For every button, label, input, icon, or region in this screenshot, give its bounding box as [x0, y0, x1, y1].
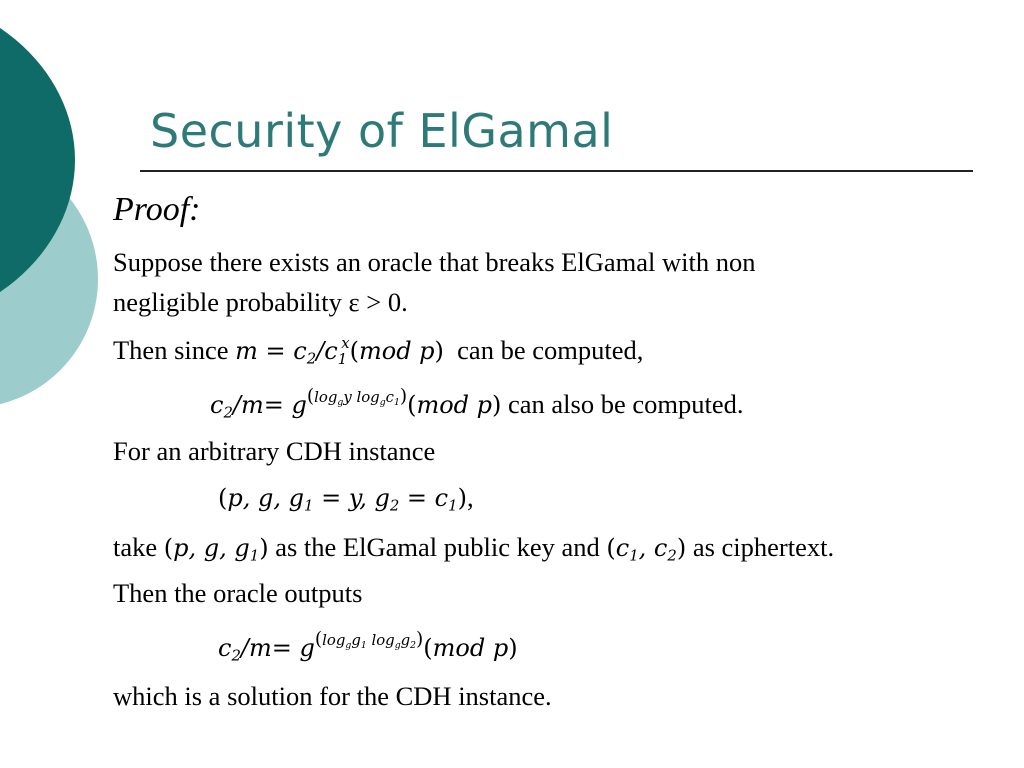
line3-lead: Then since — [113, 335, 229, 366]
formula-m-equals: m — [235, 337, 258, 366]
text-line-8: Then the oracle outputs — [113, 578, 363, 608]
proof-label: Proof: — [113, 191, 201, 228]
text-line-3: Then since $m = c_2/c_1^x(mod$ p) can be computed, — [113, 334, 644, 368]
formula-c2-over-m: $c_2/m$ — [210, 391, 264, 422]
text-line-6: (p, g, $g_1 = y$, $g_2 = c_1$), — [218, 482, 474, 515]
line2-text: negligible probability ε — [113, 287, 360, 317]
formula-ciphertext: $c_1$, $c_2$ — [615, 534, 677, 565]
title-underline — [140, 170, 973, 172]
text-line-2 — [113, 289, 408, 316]
text-line-4: $c_2/m= g^{(log_gy log_gc_1)}(mod$ p) can also be computed. — [210, 386, 744, 422]
text-line-7: take (p, g, $g_1$) as the ElGamal public key and ($c_1$, $c_2$) as ciphertext. — [113, 532, 835, 565]
line4-tail: can also be computed. — [508, 389, 744, 420]
line7-a: take — [113, 532, 158, 562]
line7-c: as ciphertext. — [692, 532, 835, 562]
line2-tail: > 0. — [366, 287, 408, 317]
text-line-5: For an arbitrary CDH instance — [113, 436, 436, 466]
formula-cdh-instance: p, g, $g_1$ — [227, 484, 314, 515]
text-line-9: $c_2/m= g^{(log_gg_1 log_gg_2)}(mod$ p) — [218, 629, 518, 665]
line3-tail: can be computed, — [457, 335, 644, 366]
formula-oracle-output: $c_2/m$ — [218, 634, 272, 665]
line7-b: as the ElGamal public key and — [275, 532, 600, 562]
line6-tail: , — [466, 482, 474, 512]
slide-title: Security of ElGamal — [150, 104, 614, 158]
text-line-10: which is a solution for the CDH instance. — [113, 681, 552, 711]
formula-public-key: p, g, $g_1$ — [173, 534, 260, 565]
text-line-1: Suppose there exists an oracle that breaks ElGamal with non — [113, 247, 756, 277]
